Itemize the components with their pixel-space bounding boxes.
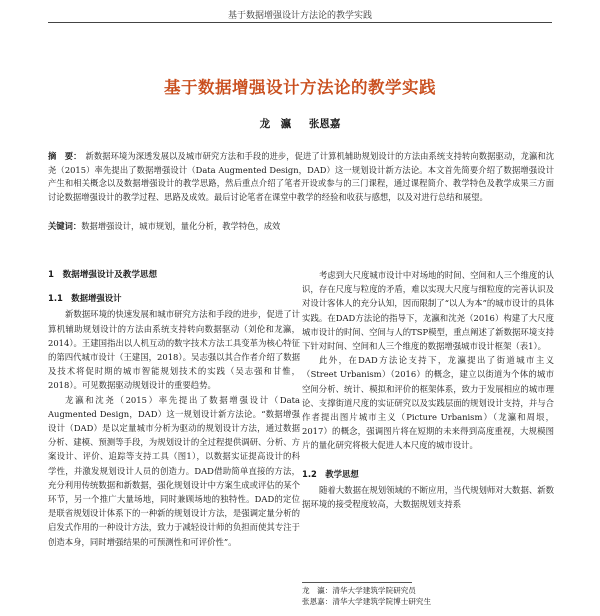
- abstract-label: 摘 要：: [48, 151, 82, 161]
- running-header: 基于数据增强设计方法论的教学实践: [227, 11, 372, 21]
- body-paragraph: 此外，在DAD方法论支持下，龙瀛提出了街道城市主义（Street Urbanism）（2016）的概念，建立以街道为个体的城市空间分析、统计、模拟和评价的框架体系，致力于发展相应的城市理论、支撑街道尺度的实证研究以及实践层面的规划设计支持，并与合作者提出图片城市主义（Picture Urbanism）（龙瀛和周垠，2017）的概念，强调图片将在短期的未来得到高度重视，大规模图片的量化研究将极大促进人本尺度的城市设计。: [302, 355, 554, 451]
- right-column: [302, 268, 554, 511]
- left-column: [48, 268, 300, 549]
- subsection-heading: 1.1 数据增强设计: [48, 293, 122, 304]
- body-paragraph: 新数据环境的快速发展和城市研究方法和手段的进步，促进了计算机辅助规划设计的方法由系统支持转向数据驱动（刘伦和龙瀛，2014）。王建国指出以人机互动的数字技术方法工具变革为核心特征的第四代城市设计（王建国，2018）。吴志强以其合作者介绍了数据及技术将促时期的城市智能规划技术的实践（吴志强和甘惟，2018）。可见数据驱动规划设计的重要趋势。: [48, 309, 300, 391]
- keywords: [48, 220, 554, 232]
- footnotes: [302, 585, 431, 607]
- footnote: 龙 瀛：清华大学建筑学院研究员: [302, 586, 416, 595]
- spacer: [302, 453, 554, 467]
- author-name: 龙 瀛: [259, 118, 292, 130]
- abstract-text: 新数据环境为深透发展以及城市研究方法和手段的进步，促进了计算机辅助规划设计的方法由系统支持转向数据驱动，龙瀛和沈尧（2015）率先提出了数据增强设计（Data Augmented Design，DAD）这一规划设计新方法论。本文首先简要介绍了数据增强设计产生和相关概念以及数据增强设计的教学思路，然后重点介绍了笔者开设或参与的三门课程，通过课程简介、教学特色及教学成果三方面讨论数据增强设计的教学过程、思路及成效。最后讨论笔者在课堂中教学的经验和收获与感想，以及对进行总结和展望。: [48, 151, 554, 202]
- header-rule: [48, 22, 552, 23]
- keywords-text: 数据增强设计，城市规划，量化分析，教学特色，成效: [81, 221, 281, 231]
- body-paragraph: 随着大数据在规划领域的不断应用，当代规划师对大数据、新数据环境的接受程度较高，大数据规划支持系: [302, 484, 554, 510]
- author-list: [0, 116, 600, 131]
- footnote: 张恩嘉：清华大学建筑学院博士研究生: [302, 597, 432, 606]
- abstract: [48, 150, 554, 204]
- section-heading: 1 数据增强设计及教学思想: [48, 270, 158, 280]
- subsection-heading: 1.2 教学思想: [302, 468, 359, 479]
- footnote-rule: [302, 582, 412, 583]
- keywords-label: 关键词：: [48, 221, 82, 231]
- body-paragraph: 龙瀛和沈尧（2015）率先提出了数据增强设计（Data Augmented Design，DAD）这一规划设计新方法论。“数据增强设计（DAD）是以定量城市分析为驱动的规划设计方法，通过数据分析、建模、预测等手段，为规划设计的全过程提供调研、分析、方案设计、评价、追踪等支持工具（图1），以数据实证提高设计的科学性，并激发规划设计人员的创造力。DAD借助简单直接的方法，充分利用传统数据和新数据，强化规划设计中方案生成或评估的某个环节，另一个推广大量场地，同时兼顾场地的独特性。DAD的定位是联省规划设计体系下的一种新的规划设计方法，是强调定量分析的启发式作用的一种设计方法，致力于减轻设计师的负担而使其专注于创造本身，同时增强结果的可预测性和可评价性”。: [48, 394, 300, 547]
- author-name: 张恩嘉: [308, 118, 341, 130]
- body-paragraph: 考虑到大尺度城市设计中对场地的时间、空间和人三个维度的认识，存在尺度与粒度的矛盾，难以实现大尺度与细粒度的完善认识及对设计客体人的充分认知，因而限制了“以人为本”的城市设计的具体实践。在DAD方法论的指导下，龙瀛和沈尧（2016）构建了大尺度城市设计的时间、空间与人的TSP模型，重点阐述了新数据环境支持下针对时间、空间和人三个维度的数据增强城市设计框架（表1）。: [302, 270, 554, 352]
- paper-title: 基于数据增强设计方法论的教学实践: [164, 78, 436, 97]
